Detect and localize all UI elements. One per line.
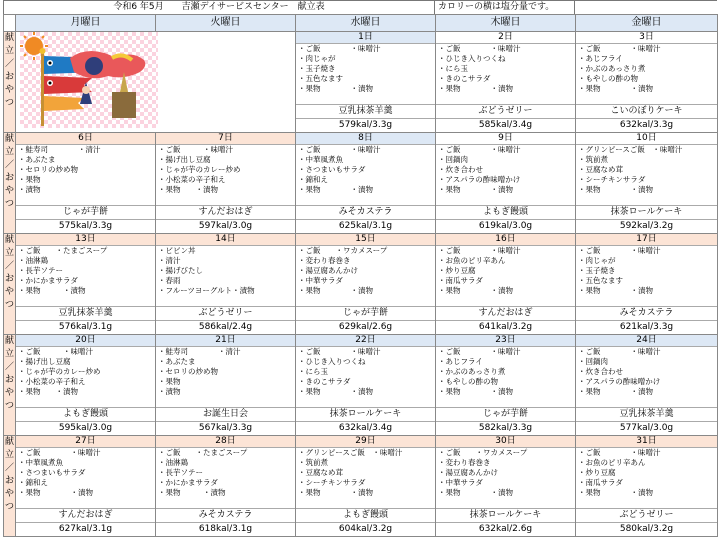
- menu-table: [3, 14, 718, 537]
- menu-items: [576, 448, 717, 508]
- snack-label: こいのぼりケーキ: [576, 104, 717, 118]
- menu-item: ・にら玉: [298, 367, 328, 376]
- menu-item: ・グリンピースご飯 ・味噌汁: [578, 145, 683, 154]
- menu-item: ・果物 ・漬物: [438, 84, 513, 93]
- menu-sheet: [3, 0, 717, 534]
- menu-items: [156, 448, 295, 508]
- menu-item: ・かぶのあっさり煮: [578, 64, 646, 73]
- menu-item: ・豆腐なめ茸: [578, 165, 623, 174]
- day-cell: [576, 234, 718, 335]
- menu-item: ・きのこサラダ: [298, 377, 351, 386]
- day-cell: [296, 335, 436, 436]
- menu-item: ・かぶのあっさり煮: [438, 367, 506, 376]
- kcal-salt-label: 582kal/3.3g: [436, 421, 575, 435]
- menu-item: ・あじフライ: [578, 54, 623, 63]
- menu-items: [16, 347, 155, 407]
- day-cell: [576, 32, 718, 133]
- date-label: 30日: [436, 436, 575, 448]
- menu-item: ・セロリの炒め物: [18, 165, 78, 174]
- day-cell: [16, 436, 156, 537]
- week-row: [4, 234, 718, 335]
- menu-item: ・五色なます: [298, 74, 343, 83]
- weekday-header-row: [4, 15, 718, 32]
- day-cell: [16, 234, 156, 335]
- snack-label: ぶどうゼリー: [436, 104, 575, 118]
- menu-item: ・ビビン丼: [158, 246, 196, 255]
- menu-item: ・ご飯 ・味噌汁: [298, 44, 381, 53]
- menu-item: ・揚げ出し豆腐: [18, 357, 71, 366]
- date-label: 9日: [436, 133, 575, 145]
- menu-item: ・ひじき入りつくね: [298, 357, 366, 366]
- date-label: 7日: [156, 133, 295, 145]
- day-cell: [296, 234, 436, 335]
- menu-item: ・南瓜サラダ: [578, 478, 623, 487]
- menu-item: ・回鍋肉: [438, 155, 468, 164]
- kcal-salt-label: 621kal/3.3g: [576, 320, 717, 334]
- menu-item: ・鮭寿司 ・清汁: [158, 347, 241, 356]
- date-label: 21日: [156, 335, 295, 347]
- snack-label: 抹茶ロールケーキ: [436, 508, 575, 522]
- menu-item: ・じゃが芋のカレー炒め: [18, 367, 101, 376]
- menu-item: ・お魚のピリ辛あん: [438, 256, 506, 265]
- day-cell: [576, 335, 718, 436]
- menu-item: ・ご飯 ・味噌汁: [298, 347, 381, 356]
- snack-label: 豆乳抹茶羊羹: [16, 306, 155, 320]
- menu-item: ・果物 ・漬物: [438, 387, 513, 396]
- menu-item: ・ご飯 ・味噌汁: [438, 347, 521, 356]
- menu-item: ・ご飯 ・たまごスープ: [158, 448, 248, 457]
- menu-item: ・炒り豆腐: [438, 266, 476, 275]
- menu-items: [16, 246, 155, 306]
- menu-item: ・ご飯 ・味噌汁: [298, 145, 381, 154]
- date-label: 31日: [576, 436, 717, 448]
- kcal-salt-label: 567kal/3.3g: [156, 421, 295, 435]
- snack-label: みそカステラ: [576, 306, 717, 320]
- menu-item: ・肉じゃが: [578, 256, 616, 265]
- menu-item: ・油淋鶏: [158, 458, 188, 467]
- menu-items: [576, 145, 717, 205]
- day-cell: [436, 436, 576, 537]
- weekday-header: 木曜日: [436, 15, 576, 32]
- menu-item: ・果物 ・漬物: [158, 185, 218, 194]
- day-cell: [436, 133, 576, 234]
- menu-item: ・果物 ・漬物: [298, 286, 373, 295]
- menu-item: ・錦和え: [18, 478, 48, 487]
- menu-items: [156, 246, 295, 306]
- menu-items: [436, 145, 575, 205]
- snack-label: よもぎ饅頭: [296, 508, 435, 522]
- date-label: 17日: [576, 234, 717, 246]
- kcal-salt-label: 575kal/3.3g: [16, 219, 155, 233]
- menu-item: ・果物 ・漬物: [298, 185, 373, 194]
- day-cell: [296, 133, 436, 234]
- menu-item: ・ご飯 ・味噌汁: [578, 347, 661, 356]
- menu-item: ・中華サラダ: [438, 478, 483, 487]
- week-row: [4, 133, 718, 234]
- menu-item: ・ご飯 ・たまごスープ: [18, 246, 108, 255]
- week-row: [4, 335, 718, 436]
- date-label: 14日: [156, 234, 295, 246]
- menu-item: ・シーチキンサラダ: [298, 478, 366, 487]
- menu-item: ・じゃが芋のカレー炒め: [158, 165, 241, 174]
- menu-item: ・変わり春巻き: [438, 458, 491, 467]
- menu-item: ・もやしの酢の物: [438, 377, 498, 386]
- menu-item: ・果物 ・漬物: [578, 387, 653, 396]
- day-cell: [156, 133, 296, 234]
- day-cell: [16, 133, 156, 234]
- date-label: 6日: [16, 133, 155, 145]
- day-cell: [296, 32, 436, 133]
- menu-item: ・長芋ソテー: [158, 468, 203, 477]
- menu-item: ・湯豆腐あんかけ: [438, 468, 498, 477]
- date-label: 1日: [296, 32, 435, 44]
- kcal-salt-label: 618kal/3.1g: [156, 522, 295, 536]
- weekday-header: 水曜日: [296, 15, 436, 32]
- kcal-salt-label: 577kal/3.0g: [576, 421, 717, 435]
- snack-label: 豆乳抹茶羊羹: [576, 407, 717, 421]
- snack-label: 豆乳抹茶羊羹: [296, 104, 435, 118]
- menu-item: ・中華風煮魚: [18, 458, 63, 467]
- date-label: 3日: [576, 32, 717, 44]
- weekday-header: 火曜日: [156, 15, 296, 32]
- date-label: 8日: [296, 133, 435, 145]
- menu-item: ・ご飯 ・ワカメスープ: [438, 448, 528, 457]
- menu-item: ・あぶたま: [18, 155, 56, 164]
- menu-item: ・漬物: [18, 185, 41, 194]
- menu-item: ・揚げびたし: [158, 266, 203, 275]
- menu-item: ・果物 ・漬物: [298, 387, 373, 396]
- menu-item: ・かにかまサラダ: [18, 276, 78, 285]
- day-cell: [436, 32, 576, 133]
- menu-item: ・鮭寿司 ・清汁: [18, 145, 101, 154]
- kcal-salt-label: 586kal/2.4g: [156, 320, 295, 334]
- week-row: [4, 436, 718, 537]
- menu-item: ・長芋ソテー: [18, 266, 63, 275]
- snack-label: すんだおはぎ: [16, 508, 155, 522]
- snack-label: よもぎ饅頭: [436, 205, 575, 219]
- menu-item: ・アスパラの酢味噌かけ: [578, 377, 661, 386]
- kcal-salt-label: 632kal/2.6g: [436, 522, 575, 536]
- snack-label: 抹茶ロールケーキ: [296, 407, 435, 421]
- row-side-label: 献 立 ／ お や つ: [4, 234, 16, 335]
- menu-item: ・果物 ・漬物: [298, 488, 373, 497]
- menu-item: ・果物 ・漬物: [438, 185, 513, 194]
- menu-item: ・ご飯 ・味噌汁: [578, 44, 661, 53]
- menu-items: [296, 246, 435, 306]
- menu-items: [436, 246, 575, 306]
- menu-item: ・回鍋肉: [578, 357, 608, 366]
- menu-items: [436, 347, 575, 407]
- kcal-salt-label: 629kal/2.6g: [296, 320, 435, 334]
- date-label: 2日: [436, 32, 575, 44]
- kcal-salt-label: 597kal/3.0g: [156, 219, 295, 233]
- menu-item: ・小松菜の辛子和え: [158, 175, 226, 184]
- date-label: 16日: [436, 234, 575, 246]
- snack-label: お誕生日会: [156, 407, 295, 421]
- menu-items: [576, 347, 717, 407]
- row-side-label: 献 立 ／ お や つ: [4, 335, 16, 436]
- weekday-header: 月曜日: [16, 15, 156, 32]
- menu-item: ・フルーツヨーグルト・漬物: [158, 286, 255, 295]
- kcal-salt-label: 627kal/3.1g: [16, 522, 155, 536]
- kcal-salt-label: 576kal/3.1g: [16, 320, 155, 334]
- menu-items: [576, 44, 717, 104]
- menu-item: ・春雨: [158, 276, 181, 285]
- date-label: 15日: [296, 234, 435, 246]
- menu-item: ・果物 ・漬物: [438, 488, 513, 497]
- kcal-salt-label: 619kal/3.0g: [436, 219, 575, 233]
- menu-items: [296, 145, 435, 205]
- day-cell: [436, 335, 576, 436]
- day-cell: [436, 234, 576, 335]
- menu-item: ・あぶたま: [158, 357, 196, 366]
- kcal-salt-label: 580kal/3.2g: [576, 522, 717, 536]
- weekday-header: 金曜日: [576, 15, 718, 32]
- date-label: 23日: [436, 335, 575, 347]
- menu-items: [296, 448, 435, 508]
- menu-item: ・果物 ・漬物: [18, 488, 93, 497]
- menu-item: ・果物: [158, 377, 181, 386]
- kcal-salt-label: 592kal/3.2g: [576, 219, 717, 233]
- menu-item: ・シーチキンサラダ: [578, 175, 646, 184]
- menu-item: ・果物 ・漬物: [18, 387, 78, 396]
- kcal-salt-label: 641kal/3.2g: [436, 320, 575, 334]
- menu-item: ・清汁: [158, 256, 181, 265]
- menu-item: ・果物 ・漬物: [158, 488, 226, 497]
- menu-item: ・錦和え: [298, 175, 328, 184]
- menu-item: ・揚げ出し豆腐: [158, 155, 211, 164]
- menu-item: ・ご飯 ・味噌汁: [438, 44, 521, 53]
- date-label: 24日: [576, 335, 717, 347]
- day-cell: [16, 335, 156, 436]
- kcal-salt-label: 595kal/3.0g: [16, 421, 155, 435]
- koinobori-illustration: [20, 32, 158, 128]
- day-cell: [156, 234, 296, 335]
- snack-label: みそカステラ: [296, 205, 435, 219]
- menu-item: ・湯豆腐あんかけ: [298, 266, 358, 275]
- row-side-label: 献 立 ／ お や つ: [4, 133, 16, 234]
- menu-item: ・セロリの炒め物: [158, 367, 218, 376]
- menu-item: ・中華風煮魚: [298, 155, 343, 164]
- date-label: 10日: [576, 133, 717, 145]
- menu-item: ・豆腐なめ茸: [298, 468, 343, 477]
- menu-item: ・ご飯 ・味噌汁: [578, 448, 661, 457]
- day-cell: [296, 436, 436, 537]
- menu-item: ・漬物: [158, 387, 181, 396]
- menu-item: ・ご飯 ・ワカメスープ: [298, 246, 388, 255]
- day-cell: [576, 436, 718, 537]
- menu-item: ・ご飯 ・味噌汁: [438, 145, 521, 154]
- row-side-label: 献 立 ／ お や つ: [4, 32, 16, 133]
- menu-item: ・果物 ・漬物: [578, 84, 653, 93]
- menu-item: ・果物 ・漬物: [298, 84, 373, 93]
- menu-items: [16, 448, 155, 508]
- menu-item: ・ご飯 ・味噌汁: [158, 145, 233, 154]
- date-label: 22日: [296, 335, 435, 347]
- calorie-note: カロリーの横は塩分量です。: [435, 0, 575, 14]
- menu-items: [576, 246, 717, 306]
- menu-item: ・中華サラダ: [298, 276, 343, 285]
- menu-item: ・アスパラの酢味噌かけ: [438, 175, 521, 184]
- menu-items: [16, 145, 155, 205]
- menu-item: ・さつまいもサラダ: [18, 468, 86, 477]
- day-cell: [576, 133, 718, 234]
- day-cell: [156, 335, 296, 436]
- snack-label: ぶどうゼリー: [576, 508, 717, 522]
- menu-item: ・果物 ・漬物: [18, 286, 86, 295]
- menu-item: ・南瓜サラダ: [438, 276, 483, 285]
- menu-item: ・ご飯 ・味噌汁: [18, 347, 93, 356]
- menu-item: ・筑前煮: [298, 458, 328, 467]
- menu-item: ・果物: [18, 175, 41, 184]
- page-title: 令和6 年5月 吉瀬デイサービスセンター 献立表: [3, 0, 435, 14]
- menu-item: ・小松菜の辛子和え: [18, 377, 86, 386]
- menu-items: [436, 44, 575, 104]
- menu-items: [296, 44, 435, 104]
- menu-item: ・さつまいもサラダ: [298, 165, 366, 174]
- menu-item: ・きのこサラダ: [438, 74, 491, 83]
- illustration-cell: [16, 32, 296, 133]
- menu-item: ・ご飯 ・味噌汁: [578, 246, 661, 255]
- menu-item: ・グリンピースご飯 ・味噌汁: [298, 448, 403, 457]
- menu-item: ・果物 ・漬物: [578, 488, 653, 497]
- menu-item: ・かにかまサラダ: [158, 478, 218, 487]
- date-label: 20日: [16, 335, 155, 347]
- snack-label: じゃが芋餅: [436, 407, 575, 421]
- menu-item: ・お魚のピリ辛あん: [578, 458, 646, 467]
- menu-items: [296, 347, 435, 407]
- date-label: 28日: [156, 436, 295, 448]
- snack-label: 抹茶ロールケーキ: [576, 205, 717, 219]
- kcal-salt-label: 632kal/3.3g: [576, 118, 717, 132]
- menu-item: ・炊き合わせ: [438, 165, 483, 174]
- menu-item: ・五色なます: [578, 276, 623, 285]
- snack-label: よもぎ饅頭: [16, 407, 155, 421]
- menu-item: ・果物 ・漬物: [578, 185, 653, 194]
- menu-item: ・あじフライ: [438, 357, 483, 366]
- kcal-salt-label: 625kal/3.1g: [296, 219, 435, 233]
- menu-items: [156, 347, 295, 407]
- date-label: 13日: [16, 234, 155, 246]
- row-side-label: 献 立 ／ お や つ: [4, 436, 16, 537]
- date-label: 29日: [296, 436, 435, 448]
- menu-item: ・筑前煮: [578, 155, 608, 164]
- kcal-salt-label: 604kal/3.2g: [296, 522, 435, 536]
- menu-items: [436, 448, 575, 508]
- snack-label: じゃが芋餅: [296, 306, 435, 320]
- kcal-salt-label: 632kal/3.4g: [296, 421, 435, 435]
- day-cell: [156, 436, 296, 537]
- menu-item: ・炒り豆腐: [578, 468, 616, 477]
- menu-item: ・果物 ・漬物: [438, 286, 513, 295]
- menu-item: ・変わり春巻き: [298, 256, 351, 265]
- menu-items: [156, 145, 295, 205]
- snack-label: すんだおはぎ: [156, 205, 295, 219]
- date-label: 27日: [16, 436, 155, 448]
- menu-item: ・炊き合わせ: [578, 367, 623, 376]
- week-row: [4, 32, 718, 133]
- menu-item: ・ご飯 ・味噌汁: [18, 448, 101, 457]
- menu-item: ・玉子焼き: [298, 64, 336, 73]
- menu-item: ・果物 ・漬物: [578, 286, 653, 295]
- menu-item: ・油淋鶏: [18, 256, 48, 265]
- menu-item: ・ひじき入りつくね: [438, 54, 506, 63]
- weeks-body: [4, 32, 718, 537]
- menu-item: ・にら玉: [438, 64, 468, 73]
- snack-label: ぶどうゼリー: [156, 306, 295, 320]
- snack-label: すんだおはぎ: [436, 306, 575, 320]
- kcal-salt-label: 585kal/3.4g: [436, 118, 575, 132]
- menu-item: ・肉じゃが: [298, 54, 336, 63]
- snack-label: みそカステラ: [156, 508, 295, 522]
- menu-item: ・玉子焼き: [578, 266, 616, 275]
- snack-label: じゃが芋餅: [16, 205, 155, 219]
- title-bar: [3, 0, 717, 14]
- menu-item: ・もやしの酢の物: [578, 74, 638, 83]
- kcal-salt-label: 579kal/3.3g: [296, 118, 435, 132]
- menu-item: ・ご飯 ・味噌汁: [438, 246, 521, 255]
